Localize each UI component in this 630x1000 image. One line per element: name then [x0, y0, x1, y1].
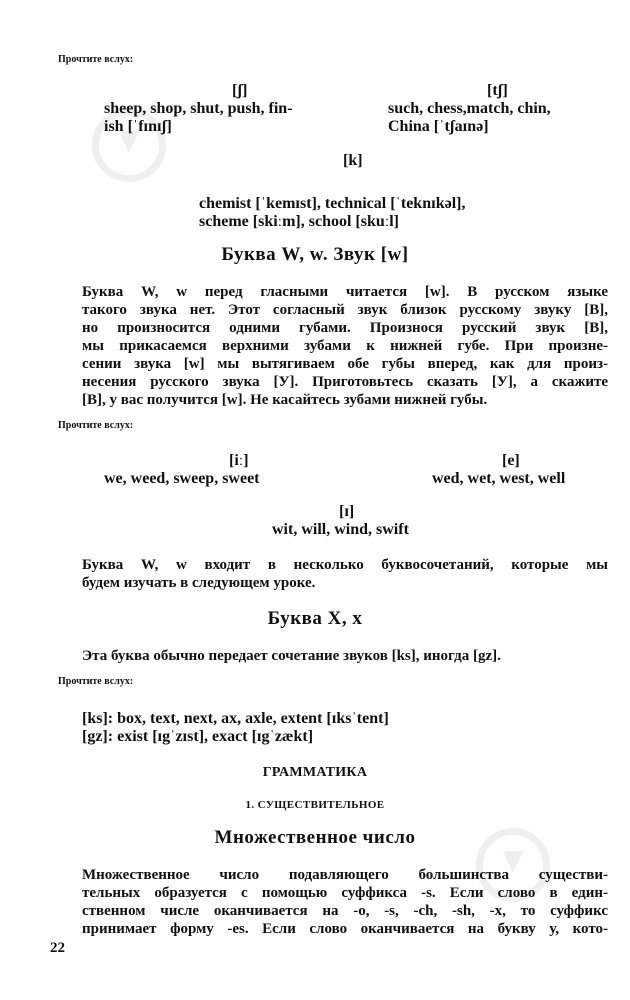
- paragraph-line: будем изучать в следующем уроке.: [82, 575, 316, 591]
- paragraph-line: мы прикасаемся верхними зубами к нижней губе. При произне-: [82, 338, 608, 354]
- words-k-line1: chemist [ˈkemɪst], technical [ˈteknɪkəl],: [199, 195, 466, 212]
- paragraph-line: несения русского звука [У]. Приготовьтесь сказать [У], а скажите: [82, 374, 608, 390]
- words-gz: [gz]: exist [ɪgˈzɪst], exact [ɪgˈzækt]: [82, 728, 314, 745]
- page-number: 22: [50, 940, 65, 956]
- paragraph-line: принимает форму -es. Если слово оканчивается на букву у, кото-: [82, 921, 608, 937]
- ipa-e: [e]: [502, 452, 520, 469]
- paragraph-line: но произносится одними губами. Произнося русский звук [В],: [82, 320, 608, 336]
- paragraph-plural: [82, 866, 608, 938]
- paragraph-line: [В], у вас получится [w]. Не касайтесь зубами нижней губы.: [82, 392, 488, 408]
- read-aloud-label: Прочтите вслух:: [58, 54, 134, 65]
- paragraph-line: Множественное число подавляющего большинства существи-: [82, 867, 608, 883]
- words-ch-line2: China [ˈtʃaɪnə]: [388, 118, 489, 135]
- heading-letter-x: Буква X, x: [267, 608, 363, 629]
- plural-heading: Множественное число: [214, 827, 416, 848]
- read-aloud-label: Прочтите вслух:: [58, 676, 134, 687]
- paragraph-w-combinations: [82, 556, 608, 592]
- words-e: wed, wet, west, well: [432, 470, 566, 487]
- words-sh-line1: sheep, shop, shut, push, fin-: [104, 100, 293, 117]
- words-k-line2: scheme [skiːm], school [skuːl]: [199, 213, 399, 230]
- ipa-i-short: [ɪ]: [339, 503, 355, 520]
- heading-letter-w: Буква W, w. Звук [w]: [221, 244, 409, 265]
- paragraph-line: тельных образуется с помощью суффикса -s. Если слово в един-: [82, 885, 608, 901]
- paragraph-letter-w: [82, 283, 608, 409]
- words-i-long: we, weed, sweep, sweet: [104, 470, 260, 487]
- paragraph-line: ственном числе оканчивается на -o, -s, -ch, -sh, -x, то суффикс: [82, 903, 608, 919]
- ipa-i-long: [iː]: [229, 452, 249, 469]
- read-aloud-label: Прочтите вслух:: [58, 420, 134, 431]
- grammar-heading: ГРАММАТИКА: [262, 765, 368, 780]
- ipa-k: [k]: [343, 152, 363, 169]
- words-ks: [ks]: box, text, next, ax, axle, extent [ɪksˈtent]: [82, 710, 389, 727]
- words-i-short: wit, will, wind, swift: [272, 521, 409, 538]
- paragraph-line: такого звука нет. Этот согласный звук близок русскому звуку [В],: [82, 302, 608, 318]
- words-sh-line2: ish [ˈfɪnɪʃ]: [104, 118, 172, 135]
- ipa-ch: [tʃ]: [487, 82, 508, 99]
- words-ch-line1: such, chess,match, chin,: [388, 100, 551, 117]
- paragraph-letter-x: Эта буква обычно передает сочетание звуков [ks], иногда [gz].: [82, 648, 501, 664]
- noun-heading: 1. СУЩЕСТВИТЕЛЬНОЕ: [245, 799, 385, 811]
- paragraph-line: Буква W, w перед гласными читается [w]. В русском языке: [82, 284, 608, 300]
- paragraph-line: Буква W, w входит в несколько буквосочетаний, которые мы: [82, 557, 608, 573]
- ipa-sh: [ʃ]: [232, 82, 248, 99]
- paragraph-line: сении звука [w] мы вытягиваем обе губы вперед, как для произ-: [82, 356, 608, 372]
